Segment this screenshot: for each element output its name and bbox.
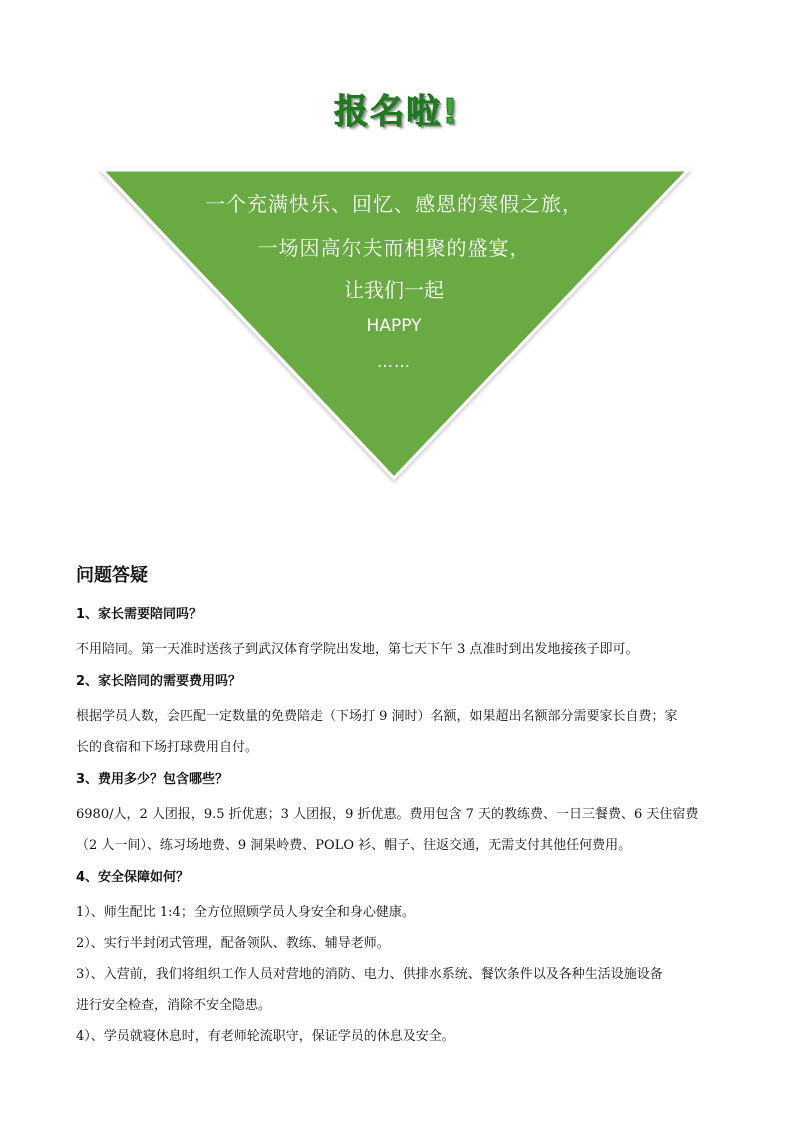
faq-answer-4 <box>76 897 720 1052</box>
faq-answer-3 <box>76 799 720 861</box>
answer-line: 长的食宿和下场打球费用自付。 <box>76 740 259 755</box>
faq-item-3 <box>76 769 720 861</box>
answer-line: 1）、师生配比 1:4；全方位照顾学员人身安全和身心健康。 <box>76 905 415 920</box>
faq-question-2: 2、家长陪同的需要费用吗？ <box>76 674 242 689</box>
banner-line-5: …… <box>377 352 411 371</box>
answer-line: （2 人一间）、练习场地费、9 洞果岭费、POLO 衫、帽子、往返交通，无需支付其他任何费用。 <box>76 838 632 853</box>
faq-question-4: 4、安全保障如何？ <box>76 870 190 885</box>
banner-line-2: 一场因高尔夫而相聚的盛宴， <box>257 236 531 260</box>
banner-line-1: 一个充满快乐、回忆、感恩的寒假之旅， <box>205 192 583 216</box>
faq-title: 问题答疑 <box>76 565 148 586</box>
answer-line: 不用陪同。第一天准时送孩子到武汉体育学院出发地，第七天下午 3 点准时到出发地接孩子即可。 <box>76 642 639 657</box>
faq-section <box>76 562 720 1058</box>
answer-line: 6980/人，2 人团报，9.5 折优惠；3 人团报，9 折优惠。费用包含 7 天的教练费、一日三餐费、6 天住宿费 <box>76 807 699 822</box>
faq-question-1: 1、家长需要陪同吗？ <box>76 607 203 622</box>
faq-item-1 <box>76 604 720 665</box>
answer-line: 4）、学员就寝休息时，有老师轮流职守，保证学员的休息及安全。 <box>76 1029 455 1044</box>
page-title: 报名啦! <box>334 92 460 132</box>
faq-item-2 <box>76 671 720 763</box>
banner-line-3: 让我们一起 <box>344 278 444 302</box>
answer-line: 2）、实行半封闭式管理，配备领队、教练、辅导老师。 <box>76 936 390 951</box>
answer-line: 3）、入营前，我们将组织工作人员对营地的消防、电力、供排水系统、餐饮条件以及各种生活设施设备 <box>76 967 663 982</box>
answer-line: 根据学员人数，会匹配一定数量的免费陪走（下场打 9 洞时）名额，如果超出名额部分需要家长自费；家 <box>76 709 678 724</box>
banner-line-4: HAPPY <box>366 316 422 336</box>
faq-item-4 <box>76 867 720 1052</box>
answer-line: 进行安全检查，消除不安全隐患。 <box>76 998 272 1013</box>
faq-question-3: 3、费用多少？包含哪些？ <box>76 772 229 787</box>
banner-triangle <box>94 166 694 486</box>
faq-answer-2 <box>76 701 720 763</box>
faq-answer-1 <box>76 634 720 665</box>
